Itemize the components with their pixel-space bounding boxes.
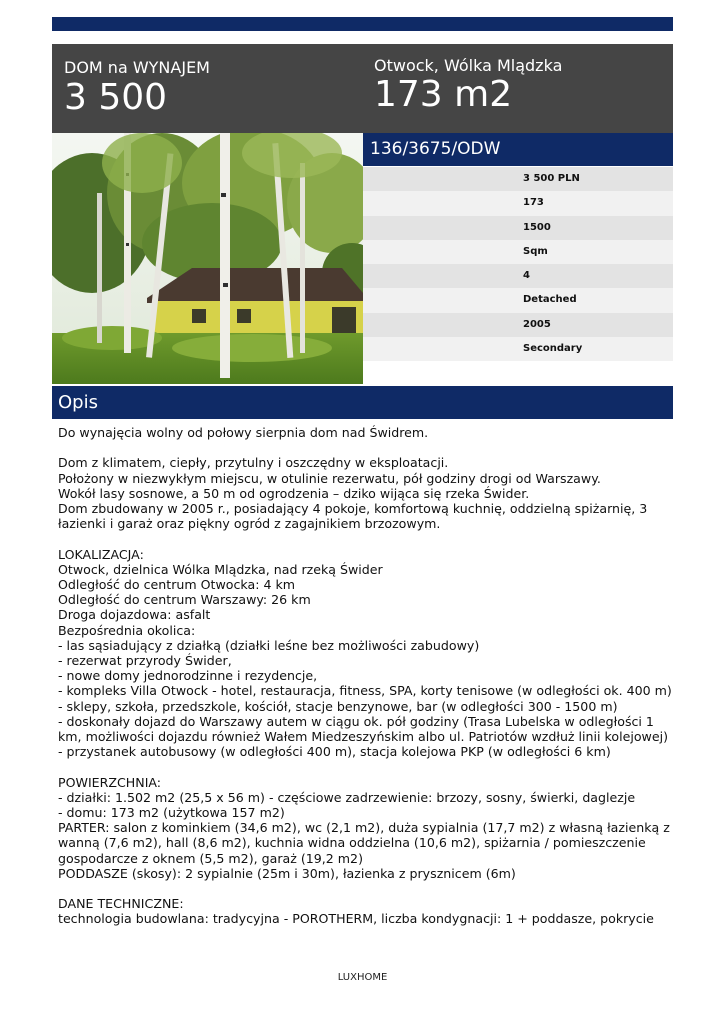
param-value: 2005 (523, 318, 551, 330)
listing-location: Otwock, Wólka Mlądzka (374, 56, 563, 75)
description-line: Dom z klimatem, ciepły, przytulny i oszczędny w eksploatacji. (58, 455, 449, 471)
description-line: Położony w niezwykłym miejscu, w otulinie rezerwatu, pół godziny drogi od Warszawy. (58, 470, 601, 486)
description-line: Bezpośrednia okolica: (58, 622, 196, 638)
param-value: 1500 (523, 221, 551, 233)
description-line (58, 440, 673, 455)
description-line: Wokół lasy sosnowe, a 50 m od ogrodzenia – dziko wijąca się rzeka Świder. (58, 485, 530, 501)
footer-brand: LUXHOME (337, 972, 388, 983)
description-line: technologia budowlana: tradycyjna - POROTHERM, liczba kondygnacji: 1 + poddasze, pokrycie (58, 911, 654, 927)
description-line: DANE TECHNICZNE: (58, 896, 184, 912)
description-line: - las sąsiadujący z działką (działki leśne bez możliwości zabudowy) (58, 637, 480, 653)
param-row (363, 191, 673, 215)
param-row (363, 167, 673, 191)
description-line: Dom zbudowany w 2005 r., posiadający 4 pokoje, komfortową kuchnię, oddzielną spiżarnię, 3 łazienki i garaż oraz piękny ogród z zagajnikiem brzozowym. (58, 501, 648, 532)
description-line (58, 531, 673, 546)
description-line: - rezerwat przyrody Świder, (58, 653, 232, 669)
description-line: Otwock, dzielnica Wólka Mlądzka, nad rzeką Świder (58, 561, 383, 577)
param-value: Secondary (523, 343, 583, 355)
description-line: - nowe domy jednorodzinne i rezydencje, (58, 668, 318, 684)
listing-area: 173 m2 (374, 74, 513, 115)
param-value: 173 (523, 197, 544, 209)
description-line: Droga dojazdowa: asfalt (58, 607, 211, 623)
description-line (58, 759, 673, 774)
param-row (363, 216, 673, 240)
param-row (363, 264, 673, 288)
param-row (363, 240, 673, 264)
listing-header (52, 44, 673, 133)
description-line: - przystanek autobusowy (w odległości 400 m), stacja kolejowa PKP (w odległości 6 km) (58, 744, 611, 760)
section-title: Opis (58, 392, 98, 413)
param-value: Detached (523, 294, 577, 306)
description-line: Odległość do centrum Warszawy: 26 km (58, 592, 311, 608)
param-value: Sqm (523, 245, 548, 257)
description-text (58, 425, 673, 929)
param-row (363, 337, 673, 361)
description-line (58, 881, 673, 896)
description-line: - domu: 173 m2 (użytkowa 157 m2) (58, 805, 285, 821)
parameters-table (363, 167, 673, 361)
description-line: Odległość do centrum Otwocka: 4 km (58, 577, 296, 592)
description-section-header (52, 386, 673, 419)
description-line: Do wynajęcia wolny od połowy sierpnia dom nad Świdrem. (58, 425, 429, 440)
top-accent-bar (52, 17, 673, 31)
param-value: 4 (523, 270, 530, 282)
description-line: - działki: 1.502 m2 (25,5 x 56 m) - częściowe zadrzewienie: brzozy, sosny, świerki, daglezje (58, 789, 636, 805)
listing-type: DOM na WYNAJEM (64, 58, 210, 77)
param-value: 3 500 PLN (523, 173, 580, 184)
listing-price: 3 500 (64, 77, 168, 118)
param-row (363, 313, 673, 337)
reference-number: 136/3675/ODW (370, 139, 501, 159)
description-line: - kompleks Villa Otwock - hotel, restauracja, fitness, SPA, korty tenisowe (w odległości ok. 400 m) (58, 683, 672, 699)
description-line: PODDASZE (skosy): 2 sypialnie (25m i 30m), łazienka z prysznicem (6m) (58, 865, 516, 881)
param-row (363, 288, 673, 312)
description-line: POWIERZCHNIA: (58, 774, 162, 790)
property-photo (52, 133, 363, 384)
description-line: - doskonały dojazd do Warszawy autem w ciągu ok. pół godziny (Trasa Lubelska w odległości 1 km, możliwości dojazdu również Wałem Miedzeszyńskim albo ul. Patriotów wzdłuż linii kolejowej) (58, 713, 668, 745)
description-line: PARTER: salon z kominkiem (34,6 m2), wc (2,1 m2), duża sypialnia (17,7 m2) z własną łazienką z wanną (7,6 m2), hall (8,6 m2), kuchnia widna oddzielna (10,6 m2), spiżarnia / pomieszczenie gospodarcze z oknem (5,5 m2), garaż (19,2 m2) (58, 820, 670, 866)
description-line: - sklepy, szkoła, przedszkole, kościół, stacje benzynowe, bar (w odległości 300 - 1500 m) (58, 698, 618, 714)
reference-bar (363, 133, 673, 166)
description-line: LOKALIZACJA: (58, 546, 144, 562)
